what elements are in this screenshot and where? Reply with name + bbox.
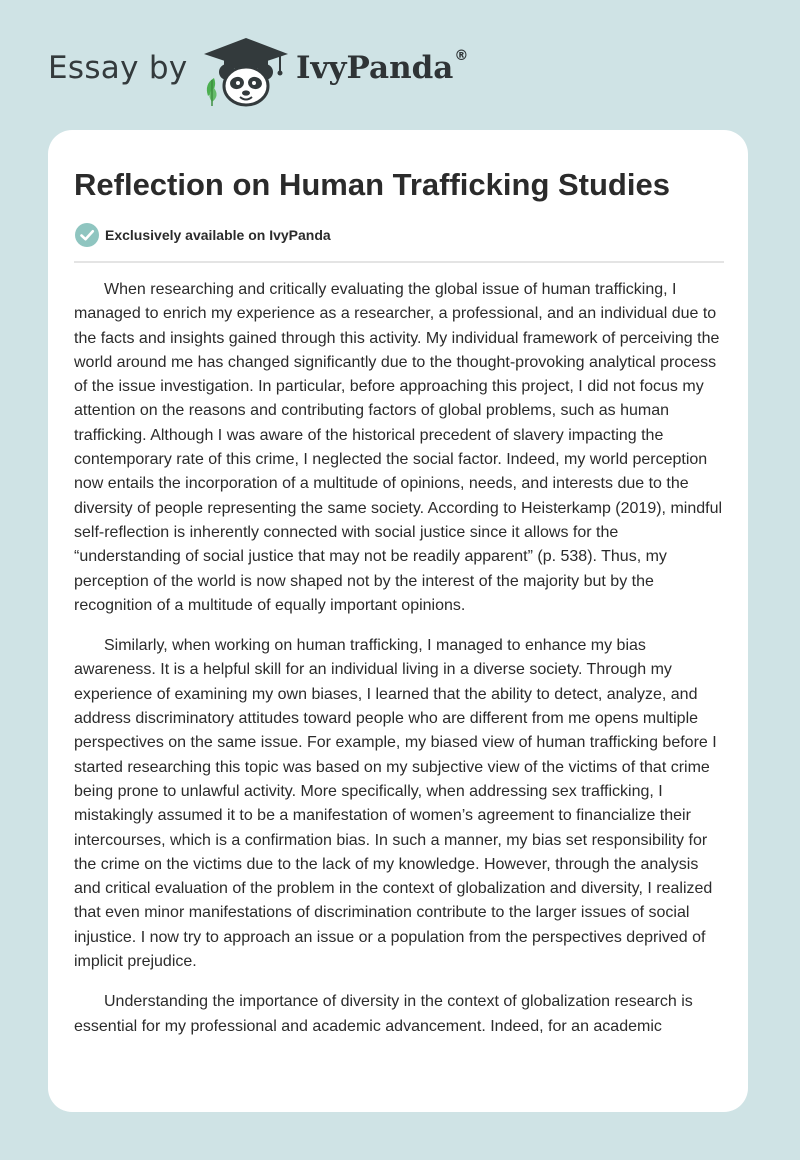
site-header	[0, 0, 800, 130]
exclusive-badge-label: Exclusively available on IvyPanda	[105, 227, 331, 243]
paragraph-3: Understanding the importance of diversity in the context of globalization research is essential for my professional and academic advancement. Indeed, for an academic	[74, 993, 693, 1035]
brand-name-text: IvyPanda	[296, 50, 454, 86]
exclusive-badge	[74, 222, 331, 248]
panda-graduation-cap-logo-icon[interactable]	[200, 36, 292, 108]
essay-body	[74, 278, 726, 1055]
divider	[74, 261, 724, 263]
brand-name[interactable]	[296, 50, 468, 86]
checkmark-circle-icon	[74, 222, 100, 248]
page-title: Reflection on Human Trafficking Studies	[74, 167, 670, 202]
paragraph-2: Similarly, when working on human trafficking, I managed to enhance my bias awareness. It is a helpful skill for an individual living in a diverse society. Through my experience of examining my own biases, I learned that the ability to detect, analyze, and address discriminatory attitudes toward people who are different from me opens multiple perspectives on the same issue. For example, my biased view of human trafficking before I started researching this topic was based on my subjective view of the victims of that crime being prone to unlawful activity. More specifically, when addressing sex trafficking, I mistakingly assumed it to be a manifestation of women’s agreement to financialize their intercourses, which is a confirmation bias. In such a manner, my bias set responsibility for the crime on the victims due to the lack of my knowledge. However, through the analysis and critical evaluation of the problem in the context of globalization and diversity, I realized that even minor manifestations of discrimination contribute to the larger issues of social injustice. I now try to approach an issue or a population from the perspectives deprived of implicit prejudice.	[74, 637, 717, 971]
brand-prefix: Essay by	[48, 50, 188, 86]
essay-card	[48, 130, 748, 1112]
paragraph-1: When researching and critically evaluating the global issue of human trafficking, I managed to enrich my experience as a researcher, a professional, and an individual due to the facts and insights gained through this activity. My individual framework of perceiving the world around me has changed significantly due to the thought-provoking analytical process of the issue investigation. In particular, before approaching this project, I did not focus my attention on the reasons and contributing factors of global problems, such as human trafficking. Although I was aware of the historical precedent of slavery impacting the contemporary rate of this crime, I neglected the social factor. Indeed, my world perception now entails the incorporation of a multitude of opinions, needs, and interests due to the diversity of people representing the same society. According to Heisterkamp (2019), mindful self-reflection is inherently connected with social justice since it allows for the “understanding of social justice that may not be readily apparent” (p. 538). Thus, my perception of the world is now shaped not by the interest of the majority but by the recognition of a multitude of equally important opinions.	[74, 281, 723, 614]
registered-mark: ®	[454, 48, 469, 64]
